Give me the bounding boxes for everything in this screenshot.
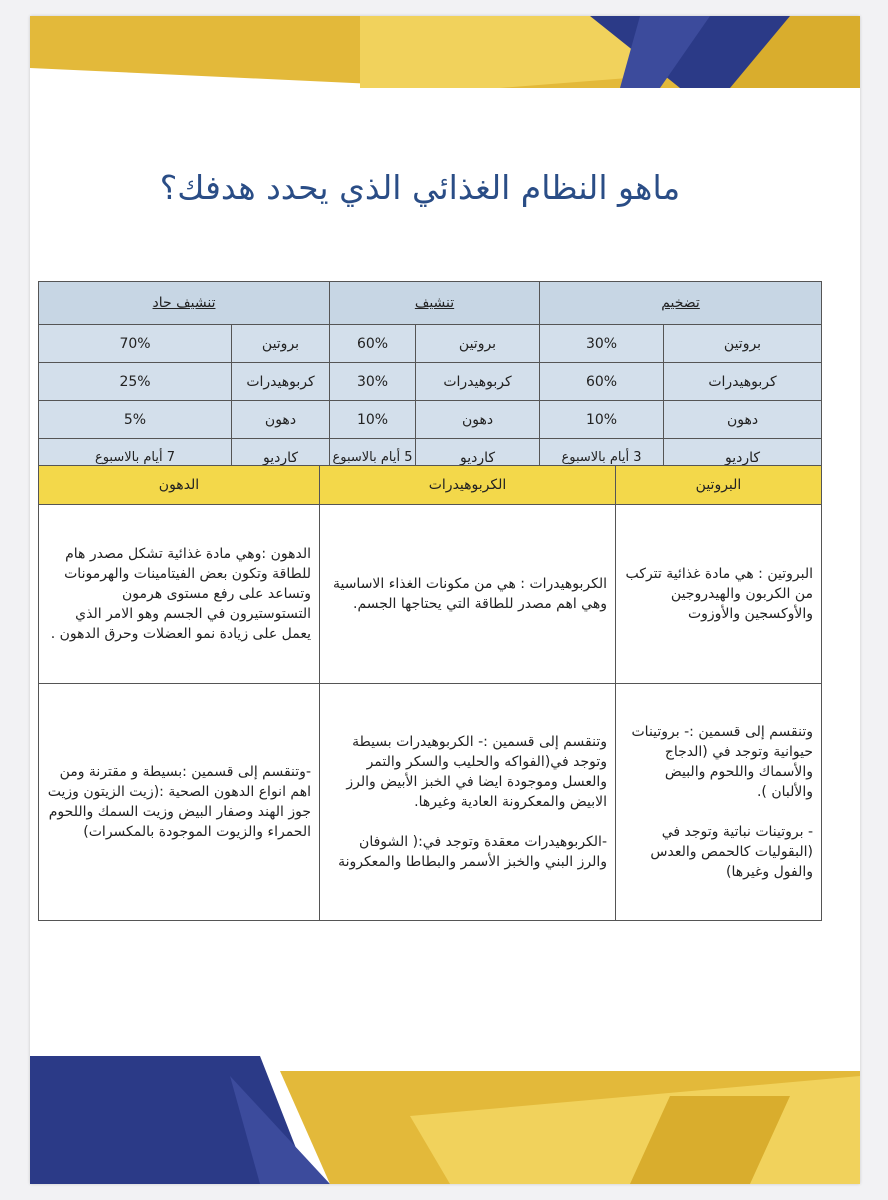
cell-value: 10%	[330, 401, 416, 439]
cell-label: بروتين	[664, 325, 822, 363]
carbs-types: وتنقسم إلى قسمين :- الكربوهيدرات بسيطة وتوجد في(الفواكه والحليب والسكر والتمر والعسل وموجودة ايضا في الخبز الأبيض والرز الابيض والمعكرونة العادية وغيرها. -الكربوهيدرات معقدة وتوجد في:( الشوفان والرز البني والخبز الأسمر والبطاطا والمعكرونة	[320, 684, 616, 921]
cell-value: 30%	[540, 325, 664, 363]
cell-value: 30%	[330, 363, 416, 401]
cell-value: 25%	[39, 363, 232, 401]
fats-types: -وتنقسم إلى قسمين :بسيطة و مقترنة ومن اهم انواع الدهون الصحية :(زيت الزيتون وزيت جوز الهند وصفار البيض وزيت السمك واللحوم الحمراء والزيوت الموجودة بالمكسرات)	[39, 684, 320, 921]
nutrients-header-row	[39, 466, 822, 505]
cell-label: كارديو	[664, 439, 822, 477]
top-banner	[30, 16, 860, 88]
cell-label: بروتين	[416, 325, 540, 363]
cell-label: كارديو	[232, 439, 330, 477]
cell-value: 60%	[330, 325, 416, 363]
diet-row-fats	[39, 401, 822, 439]
cell-label: دهون	[232, 401, 330, 439]
header-cutting: تنشيف	[330, 282, 540, 325]
diet-row-protein	[39, 325, 822, 363]
header-fats: الدهون	[39, 466, 320, 505]
cell-label: كارديو	[416, 439, 540, 477]
header-protein: البروتين	[616, 466, 822, 505]
diet-header-row	[39, 282, 822, 325]
diet-row-carbs	[39, 363, 822, 401]
nutrients-table	[38, 465, 822, 921]
cell-value: 10%	[540, 401, 664, 439]
cell-value: 5%	[39, 401, 232, 439]
cell-label: بروتين	[232, 325, 330, 363]
carbs-definition: الكربوهيدرات : هي من مكونات الغذاء الاساسية وهي اهم مصدر للطاقة التي يحتاجها الجسم.	[320, 505, 616, 684]
cell-label: كربوهيدرات	[664, 363, 822, 401]
page-number: 75	[88, 1024, 113, 1046]
types-row	[39, 684, 822, 921]
cell-label: كربوهيدرات	[416, 363, 540, 401]
header-bulking: تضخيم	[540, 282, 822, 325]
definitions-row	[39, 505, 822, 684]
diet-plan-table	[38, 281, 822, 477]
protein-types: وتنقسم إلى قسمين :- بروتينات حيوانية وتوجد في (الدجاج والأسماك واللحوم والبيض والألبان ). - بروتينات نباتية وتوجد في (البقوليات كالحمص والعدس والفول وغيرها)	[616, 684, 822, 921]
cell-label: كربوهيدرات	[232, 363, 330, 401]
page-title: ماهو النظام الغذائي الذي يحدد هدفك؟	[159, 168, 681, 207]
fats-definition: الدهون :وهي مادة غذائية تشكل مصدر هام للطاقة وتكون بعض الفيتامينات والهرمونات وتساعد على رفع مستوى هرمون التستوستيرون في الجسم وهو الامر الذي يعمل على زيادة نمو العضلات وحرق الدهون .	[39, 505, 320, 684]
cell-value: 70%	[39, 325, 232, 363]
cell-value: 60%	[540, 363, 664, 401]
cell-label: دهون	[416, 401, 540, 439]
header-hard-cutting: تنشيف حاد	[39, 282, 330, 325]
cell-value: 5 أيام بالاسبوع	[330, 439, 416, 477]
cell-value: 3 أيام بالاسبوع	[540, 439, 664, 477]
cell-label: دهون	[664, 401, 822, 439]
cell-value: 7 أيام بالاسبوع	[39, 439, 232, 477]
protein-definition: البروتين : هي مادة غذائية تتركب من الكربون والهيدروجين والأوكسجين والأوزوت	[616, 505, 822, 684]
bottom-banner	[30, 1056, 860, 1184]
header-carbs: الكربوهيدرات	[320, 466, 616, 505]
